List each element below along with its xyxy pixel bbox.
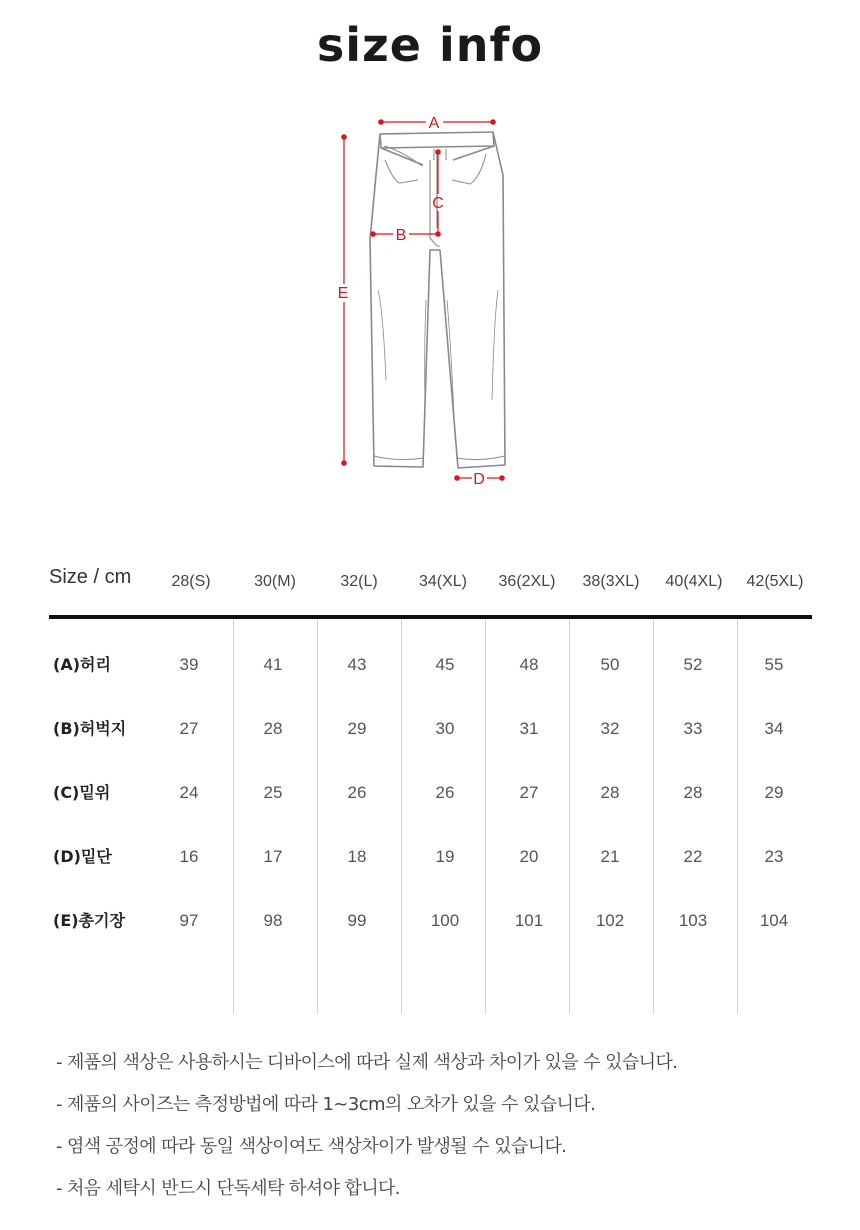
table-cell: 100 — [430, 911, 460, 930]
table-cell: 29 — [347, 719, 367, 738]
table-cell: 16 — [179, 847, 199, 866]
row-label-thigh: (B)허벅지 — [53, 719, 127, 738]
table-cell: 25 — [263, 783, 283, 802]
table-cell: 17 — [263, 847, 283, 866]
label-d: D — [473, 471, 485, 488]
size-col-28: 28(S) — [171, 573, 211, 590]
table-row — [49, 908, 812, 938]
note-item: - 제품의 사이즈는 측정방법에 따라 1~3cm의 오차가 있을 수 있습니다. — [56, 1094, 596, 1115]
row-label-waist: (A)허리 — [53, 655, 111, 674]
table-cell: 18 — [347, 847, 367, 866]
size-col-30: 30(M) — [254, 573, 296, 590]
table-cell: 31 — [519, 719, 539, 738]
note-item: - 처음 세탁시 반드시 단독세탁 하셔야 합니다. — [56, 1178, 400, 1199]
label-b: B — [395, 227, 407, 244]
table-row — [49, 716, 812, 746]
table-cell: 26 — [435, 783, 455, 802]
table-cell: 104 — [759, 911, 789, 930]
table-cell: 41 — [263, 655, 283, 674]
table-cell: 39 — [179, 655, 199, 674]
table-cell: 52 — [683, 655, 703, 674]
table-cell: 103 — [678, 911, 708, 930]
table-cell: 27 — [519, 783, 539, 802]
label-a: A — [428, 115, 440, 132]
table-cell: 102 — [595, 911, 625, 930]
page-title: size info — [316, 18, 544, 72]
table-cell: 33 — [683, 719, 703, 738]
notes-list — [56, 1050, 677, 1218]
note-item: - 제품의 색상은 사용하시는 디바이스에 따라 실제 색상과 차이가 있을 수 있습니다. — [56, 1052, 678, 1073]
size-col-38: 38(3XL) — [582, 573, 640, 590]
table-cell: 55 — [764, 655, 784, 674]
table-cell: 20 — [519, 847, 539, 866]
size-col-34: 34(XL) — [418, 573, 468, 590]
table-cell: 34 — [764, 719, 784, 738]
table-cell: 101 — [514, 911, 544, 930]
table-cell: 28 — [683, 783, 703, 802]
table-cell: 45 — [435, 655, 455, 674]
table-cell: 28 — [600, 783, 620, 802]
table-row — [49, 844, 812, 874]
table-cell: 28 — [263, 719, 283, 738]
table-cell: 19 — [435, 847, 455, 866]
row-label-rise: (C)밑위 — [53, 783, 111, 802]
table-cell: 43 — [347, 655, 367, 674]
table-cell: 50 — [600, 655, 620, 674]
note-item: - 염색 공정에 따라 동일 색상이여도 색상차이가 발생될 수 있습니다. — [56, 1136, 567, 1157]
table-cell: 99 — [347, 911, 367, 930]
size-col-42: 42(5XL) — [746, 573, 804, 590]
label-e: E — [337, 285, 349, 302]
table-cell: 27 — [179, 719, 199, 738]
label-c: C — [432, 195, 444, 212]
table-cell: 22 — [683, 847, 703, 866]
measure-lines — [342, 120, 504, 480]
table-cell: 21 — [600, 847, 620, 866]
size-col-36: 36(2XL) — [498, 573, 556, 590]
table-cell: 97 — [179, 911, 199, 930]
header-divider — [49, 615, 812, 619]
table-cell: 30 — [435, 719, 455, 738]
size-col-40: 40(4XL) — [665, 573, 723, 590]
table-cell: 29 — [764, 783, 784, 802]
size-unit-label: Size / cm — [49, 566, 132, 588]
pants-outline-icon — [0, 100, 860, 500]
size-table-header — [49, 566, 811, 596]
table-row — [49, 780, 812, 810]
table-cell: 26 — [347, 783, 367, 802]
size-col-32: 32(L) — [340, 573, 378, 590]
table-cell: 48 — [519, 655, 539, 674]
table-cell: 24 — [179, 783, 199, 802]
table-cell: 32 — [600, 719, 620, 738]
row-label-hem: (D)밑단 — [53, 847, 112, 866]
table-row — [49, 652, 812, 682]
row-label-length: (E)총기장 — [53, 911, 125, 930]
table-cell: 23 — [764, 847, 784, 866]
table-cell: 98 — [263, 911, 283, 930]
